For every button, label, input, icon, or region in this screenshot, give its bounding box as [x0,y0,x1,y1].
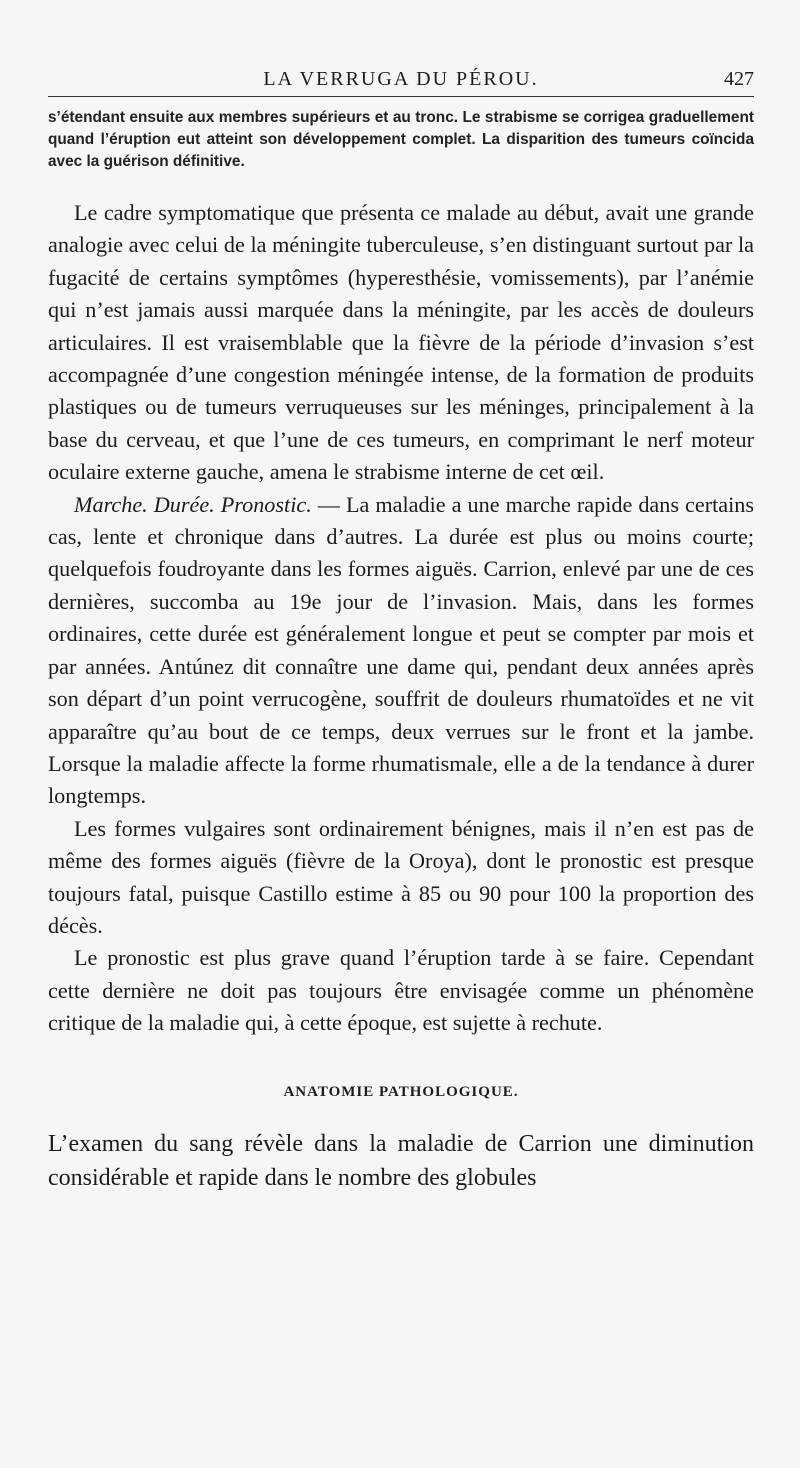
final-text [48,1127,754,1195]
paragraph-formes: Les formes vulgaires sont ordinairement bénignes, mais il n’en est pas de même des formes aiguës (fièvre de la Oroya), dont le pronostic est presque toujours fatal, puisque Castillo estime à 85 ou 90 pour 100 la proportion des décès. [48,815,754,938]
page-number: 427 [724,68,754,90]
paragraph-symptoms: Le cadre symptomatique que présenta ce malade au début, avait une grande analogie avec celui de la méningite tuberculeuse, s’en distinguant surtout par la fugacité de certains symptômes (hyperesthésie, vomissements), par l’anémie qui n’est jamais aussi marquée dans la méningite, par les accès de douleurs articulaires. Il est vraisemblable que la fièvre de la période d’invasion s’est accompagnée d’une congestion méningée intense, de la formation de produits plastiques ou de tumeurs verruqueuses sur les méninges, principalement à la base du cerveau, et que l’une de ces tumeurs, en comprimant le nerf moteur oculaire externe gauche, amena le strabisme interne de cet œil. [48,200,754,485]
section-lead-marche: Marche. Durée. Pronostic. [74,491,312,517]
page-header [48,56,754,97]
running-title: LA VERRUGA DU PÉROU. [263,68,539,90]
main-text [48,197,754,1040]
paragraph-marche-text: — La maladie a une marche rapide dans certains cas, lente et chronique dans d’autres. La durée est plus ou moins courte; quelquefois foudroyante dans les formes aiguës. Carrion, enlevé par une de ces dernières, succomba au 19e jour de l’invasion. Mais, dans les formes ordinaires, cette durée est généralement longue et peut se compter par mois et par années. Antúnez dit connaître une dame qui, pendant deux années après son départ d’un point verrucogène, souffrit de douleurs rhumatoïdes et ne vit apparaître qu’au bout de ce temps, deux verrues sur le front et la jambe. Lorsque la maladie affecte la forme rhumatismale, elle a de la tendance à durer longtemps. [48,491,754,809]
page [48,56,754,1195]
paragraph-anatomie: L’examen du sang révèle dans la maladie de Carrion une diminution considérable et rapide dans le nombre des globules [48,1130,754,1191]
case-note: s’étendant ensuite aux membres supérieurs et au tronc. Le strabisme se corrigea graduellement quand l’éruption eut atteint son développement complet. La disparition des tumeurs coïncida avec la guérison définitive. [48,109,754,170]
paragraph-pronostic: Le pronostic est plus grave quand l’éruption tarde à se faire. Cependant cette dernière ne doit pas toujours être envisagée comme un phénomène critique de la maladie qui, à cette époque, est sujette à rechute. [48,945,754,1036]
paragraph-marche [48,489,754,813]
section-heading-anatomie: ANATOMIE PATHOLOGIQUE. [283,1083,519,1100]
